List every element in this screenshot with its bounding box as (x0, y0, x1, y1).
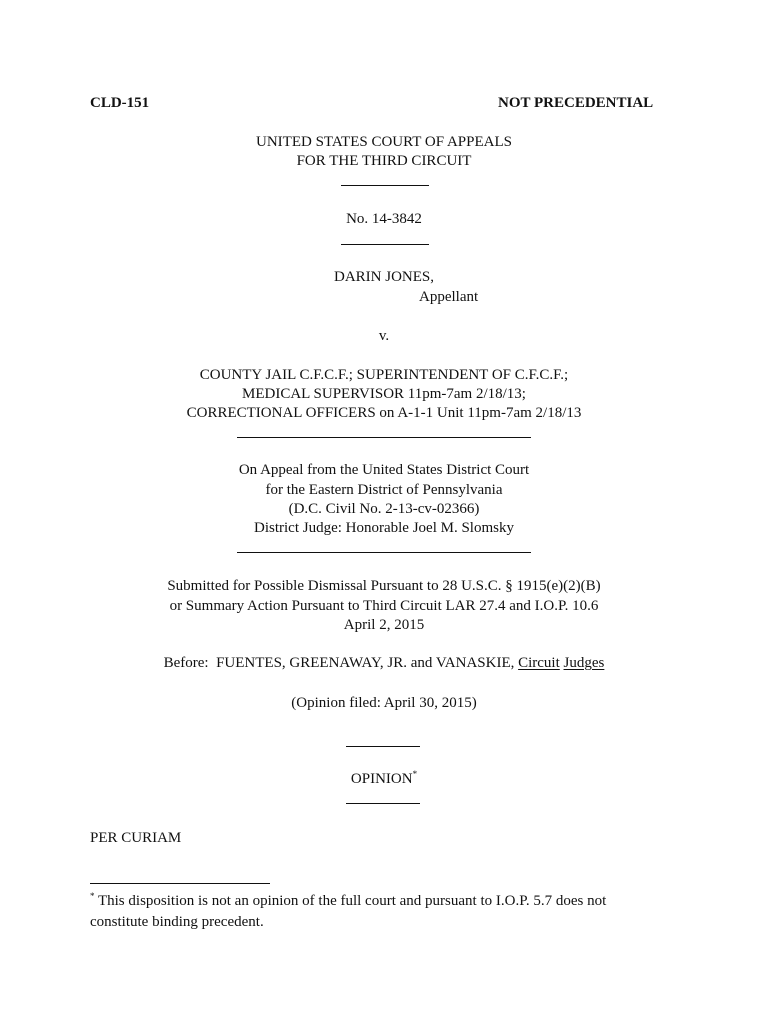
footnote-mark: * (90, 891, 95, 901)
filed-date: (Opinion filed: April 30, 2015) (291, 695, 477, 711)
appellant-name: DARIN JONES, (333, 269, 434, 285)
appellee-line: MEDICAL SUPERVISOR 11pm-7am 2/18/13; (242, 386, 526, 402)
docket-number: No. 14-3842 (346, 211, 422, 227)
court-name-line1: UNITED STATES COURT OF APPEALS (256, 134, 512, 150)
panel-judges (0, 654, 768, 673)
footnote-marker: * (412, 769, 418, 779)
submission-line: Submitted for Possible Dismissal Pursuant to 28 U.S.C. § 1915(e)(2)(B) (167, 578, 601, 594)
appellee-line: COUNTY JAIL C.F.C.F.; SUPERINTENDENT OF C.F.C.F.; (199, 367, 569, 383)
divider-rule (346, 746, 420, 747)
divider-rule (341, 244, 429, 245)
footnote-text-line2: constitute binding precedent. (90, 914, 264, 930)
appeal-line: for the Eastern District of Pennsylvania (265, 482, 503, 498)
panel-judges-word: Judges (563, 655, 605, 671)
panel-prefix: Before: FUENTES, GREENAWAY, JR. and VANASKIE, (163, 655, 519, 671)
per-curiam: PER CURIAM (90, 830, 182, 846)
court-name-line2: FOR THE THIRD CIRCUIT (296, 153, 472, 169)
opinion-heading (0, 770, 768, 789)
footnote-text: This disposition is not an opinion of the full court and pursuant to I.O.P. 5.7 does not (94, 893, 607, 909)
appellee-line: CORRECTIONAL OFFICERS on A-1-1 Unit 11pm-7am 2/18/13 (186, 405, 582, 421)
divider-rule (237, 437, 531, 438)
appellant-role: Appellant (419, 289, 479, 305)
divider-rule (237, 552, 531, 553)
divider-rule (346, 803, 420, 804)
panel-circuit: Circuit (518, 655, 560, 671)
submission-date: April 2, 2015 (343, 617, 425, 633)
appeal-line: On Appeal from the United States District Court (238, 462, 530, 478)
footnote (90, 891, 690, 912)
case-code: CLD-151 (90, 95, 150, 111)
precedential-status: NOT PRECEDENTIAL (498, 95, 654, 111)
versus: v. (378, 328, 390, 344)
divider-rule (341, 185, 429, 186)
opinion-heading-text: OPINION (350, 771, 413, 787)
district-judge: District Judge: Honorable Joel M. Slomsky (254, 520, 514, 536)
footnote-separator (90, 883, 270, 884)
submission-line: or Summary Action Pursuant to Third Circuit LAR 27.4 and I.O.P. 10.6 (169, 598, 599, 614)
appeal-line: (D.C. Civil No. 2-13-cv-02366) (288, 501, 480, 517)
